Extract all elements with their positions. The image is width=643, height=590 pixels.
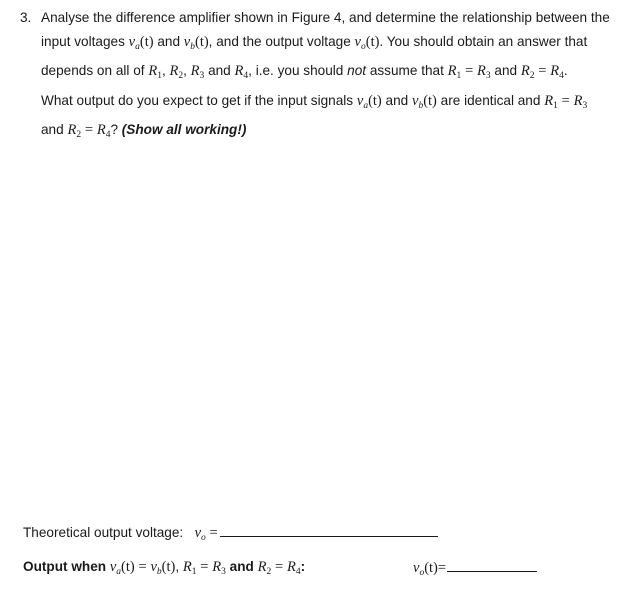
question-line-3: depends on all of $R_1$, $R_2$, $R_3$ and $R_4$, i.e. you should not assume that $R_1 = R_3$ and $R_2 = R_4$.: [41, 63, 568, 82]
math-r3: $R_3$: [190, 63, 205, 82]
math-r4: $R_4$: [234, 63, 249, 82]
question-line-1: Analyse the difference amplifier shown in Figure 4, and determine the relationship between the: [41, 10, 610, 25]
emphasis-not: not: [347, 63, 367, 79]
identical-output-answer-blank[interactable]: [447, 559, 537, 572]
question-3: [20, 6, 640, 148]
math-r2: $R_2$: [169, 63, 184, 82]
math-vo: $v_o$: [194, 525, 206, 543]
output-when-label: Output when: [23, 559, 107, 574]
show-working-note: (Show all working!): [121, 122, 247, 138]
theoretical-output-label: Theoretical output voltage:: [23, 525, 184, 540]
identical-output-row: Output when $v_a(t) = v_b(t)$, $R_1 = R_3$ and $R_2 = R_4$: $v_o(t)=$: [23, 559, 305, 577]
theoretical-output-answer-blank[interactable]: [220, 524, 438, 537]
question-number: 3.: [20, 10, 32, 25]
math-vb: $v_b$: [183, 33, 195, 52]
theoretical-output-row: Theoretical output voltage: $v_o$ =: [23, 524, 438, 543]
question-line-2: input voltages $v_a(t)$ and $v_b(t)$, and the output voltage $v_o(t)$. You should obtain an answer that: [41, 33, 588, 52]
math-va: $v_a$: [128, 33, 140, 52]
question-line-5: and $R_2 = R_4$? (Show all working!): [41, 122, 247, 141]
math-r1: $R_1$: [148, 63, 162, 82]
question-line-4: What output do you expect to get if the input signals $v_a(t)$ and $v_b(t)$ are identical and $R_1 = R_3$: [41, 92, 588, 111]
math-vo: $v_o$: [354, 33, 366, 52]
identical-output-result: $v_o(t)=$: [413, 559, 537, 578]
question-body: [41, 6, 640, 148]
